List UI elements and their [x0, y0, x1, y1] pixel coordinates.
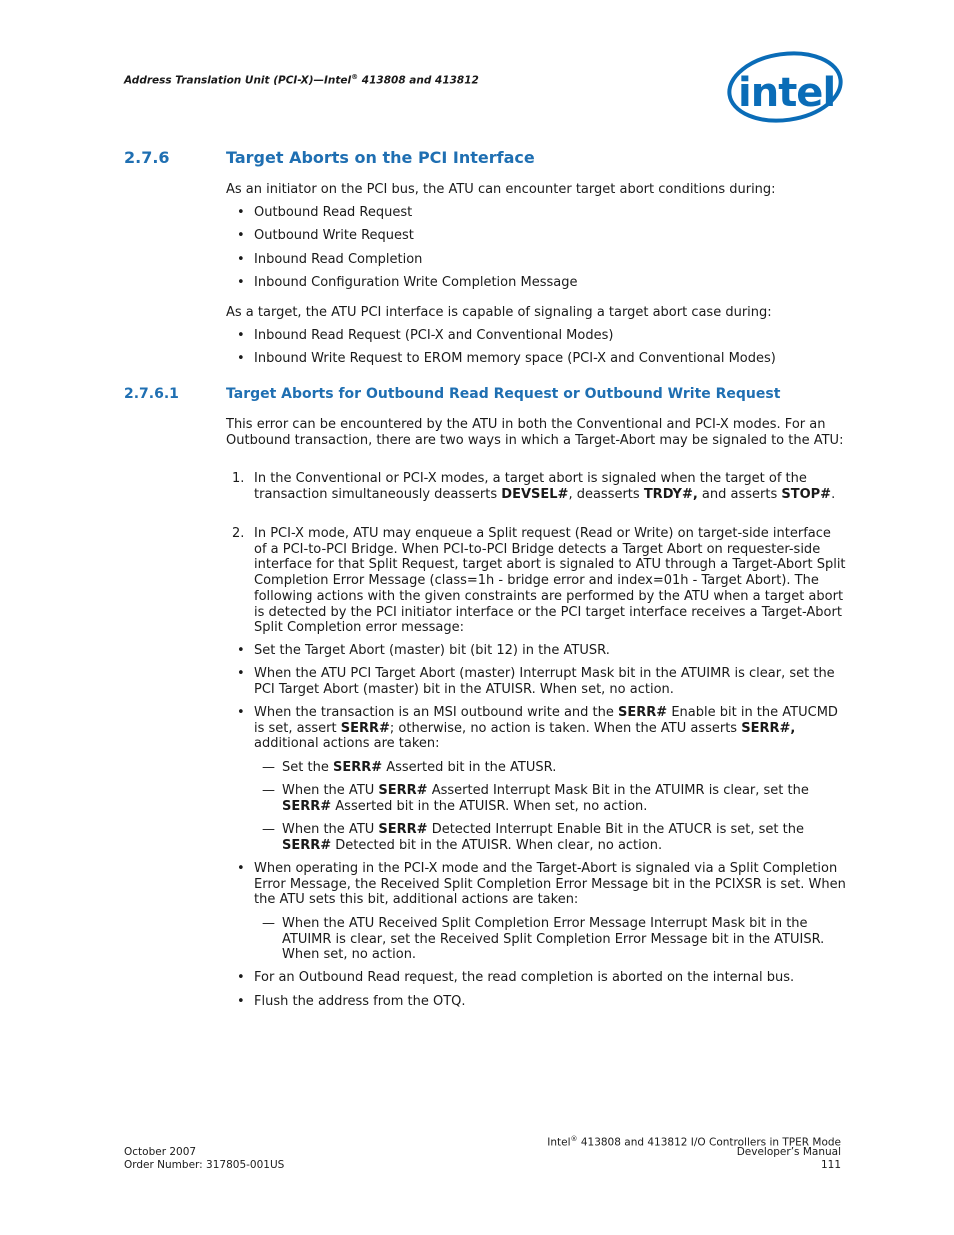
bullet: • — [237, 861, 245, 876]
bullet: • — [237, 970, 245, 985]
footer-date: October 2007 — [124, 1146, 197, 1158]
intel-logo — [722, 50, 846, 130]
numbered-item-1: In the Conventional or PCI-X modes, a target abort is signaled when the target of the transaction simultaneously deasserts DEVSEL#, deasserts TRDY#, and asserts STOP#. — [254, 471, 836, 502]
action-item: Flush the address from the OTQ. — [254, 994, 466, 1009]
running-header: Address Translation Unit (PCI-X)—Intel® 413808 and 413812 — [124, 73, 479, 87]
bullet: • — [237, 205, 245, 220]
list-number: 1. — [232, 471, 245, 486]
sub-action-item: When the ATU Received Split Completion Error Message Interrupt Mask bit in the ATUIMR is clear, set the Received Split Completion Error Message bit in the ATUISR. When set, no action. — [282, 916, 825, 963]
list-item: Outbound Read Request — [254, 205, 413, 220]
action-item: When operating in the PCI-X mode and the Target-Abort is signaled via a Split Completion Error Message, the Received Split Completion Error Message bit in the PCIXSR is set. When the ATU sets this bit, additional actions are taken: — [254, 861, 846, 908]
bullet: • — [237, 643, 245, 658]
bullet: • — [237, 994, 245, 1009]
action-item: When the ATU PCI Target Abort (master) Interrupt Mask bit in the ATUIMR is clear, set the PCI Target Abort (master) bit in the ATUISR. When set, no action. — [254, 666, 835, 697]
list-item: Inbound Read Completion — [254, 252, 423, 267]
dash: — — [262, 760, 275, 775]
action-item: For an Outbound Read request, the read completion is aborted on the internal bus. — [254, 970, 795, 985]
bullet: • — [237, 705, 245, 720]
footer-doc-title: Intel® 413808 and 413812 I/O Controllers in TPER Mode — [547, 1135, 841, 1149]
subsection-intro: This error can be encountered by the ATU in both the Conventional and PCI-X modes. For an Outbound transaction, there are two ways in which a Target-Abort may be signaled to the ATU: — [226, 417, 844, 448]
action-item: When the transaction is an MSI outbound write and the SERR# Enable bit in the ATUCMD is set, assert SERR#; otherwise, no action is taken. When the ATU asserts SERR#, additional actions are taken: — [254, 705, 838, 752]
list-item: Outbound Write Request — [254, 228, 414, 243]
sub-action-item: When the ATU SERR# Detected Interrupt Enable Bit in the ATUCR is set, set the SERR# Detected bit in the ATUISR. When clear, no action. — [282, 822, 804, 853]
list-item: Inbound Read Request (PCI-X and Conventional Modes) — [254, 328, 614, 343]
numbered-item-2: In PCI-X mode, ATU may enqueue a Split request (Read or Write) on target-side interface of a PCI-to-PCI Bridge. When PCI-to-PCI Bridge detects a Target Abort on requester-side interface for that Split Request, target abort is signaled to ATU through a Target-Abort Split Completion Error Message (class=1h - bridge error and index=01h - Target Abort). The following actions with the given constraints are performed by the ATU when a target abort is detected by the PCI initiator interface or the PCI target interface receives a Target-Abort Split Completion error message: — [254, 526, 846, 636]
section-intro-initiator: As an initiator on the PCI bus, the ATU can encounter target abort conditions during: — [226, 182, 776, 197]
section-intro-target: As a target, the ATU PCI interface is capable of signaling a target abort case during: — [226, 305, 772, 320]
dash: — — [262, 783, 275, 798]
bullet: • — [237, 666, 245, 681]
subsection-heading: 2.7.6.1 Target Aborts for Outbound Read Request or Outbound Write Request — [124, 386, 781, 402]
bullet: • — [237, 328, 245, 343]
page-number: 111 — [820, 1159, 841, 1171]
list-number: 2. — [232, 526, 245, 541]
action-item: Set the Target Abort (master) bit (bit 12) in the ATUSR. — [254, 643, 610, 658]
footer-manual: Developer’s Manual — [736, 1146, 841, 1158]
footer-order-number: Order Number: 317805-001US — [124, 1159, 285, 1171]
sub-action-item: Set the SERR# Asserted bit in the ATUSR. — [282, 760, 557, 775]
section-heading: 2.7.6 Target Aborts on the PCI Interface — [124, 148, 535, 167]
bullet: • — [237, 252, 245, 267]
sub-action-item: When the ATU SERR# Asserted Interrupt Mask Bit in the ATUIMR is clear, set the SERR# Asserted bit in the ATUISR. When set, no action. — [282, 783, 809, 814]
bullet: • — [237, 275, 245, 290]
logo-text: intel — [738, 70, 836, 116]
list-item: Inbound Configuration Write Completion Message — [254, 275, 578, 290]
dash: — — [262, 916, 275, 931]
list-item: Inbound Write Request to EROM memory space (PCI-X and Conventional Modes) — [254, 351, 776, 366]
bullet: • — [237, 351, 245, 366]
bullet: • — [237, 228, 245, 243]
dash: — — [262, 822, 275, 837]
